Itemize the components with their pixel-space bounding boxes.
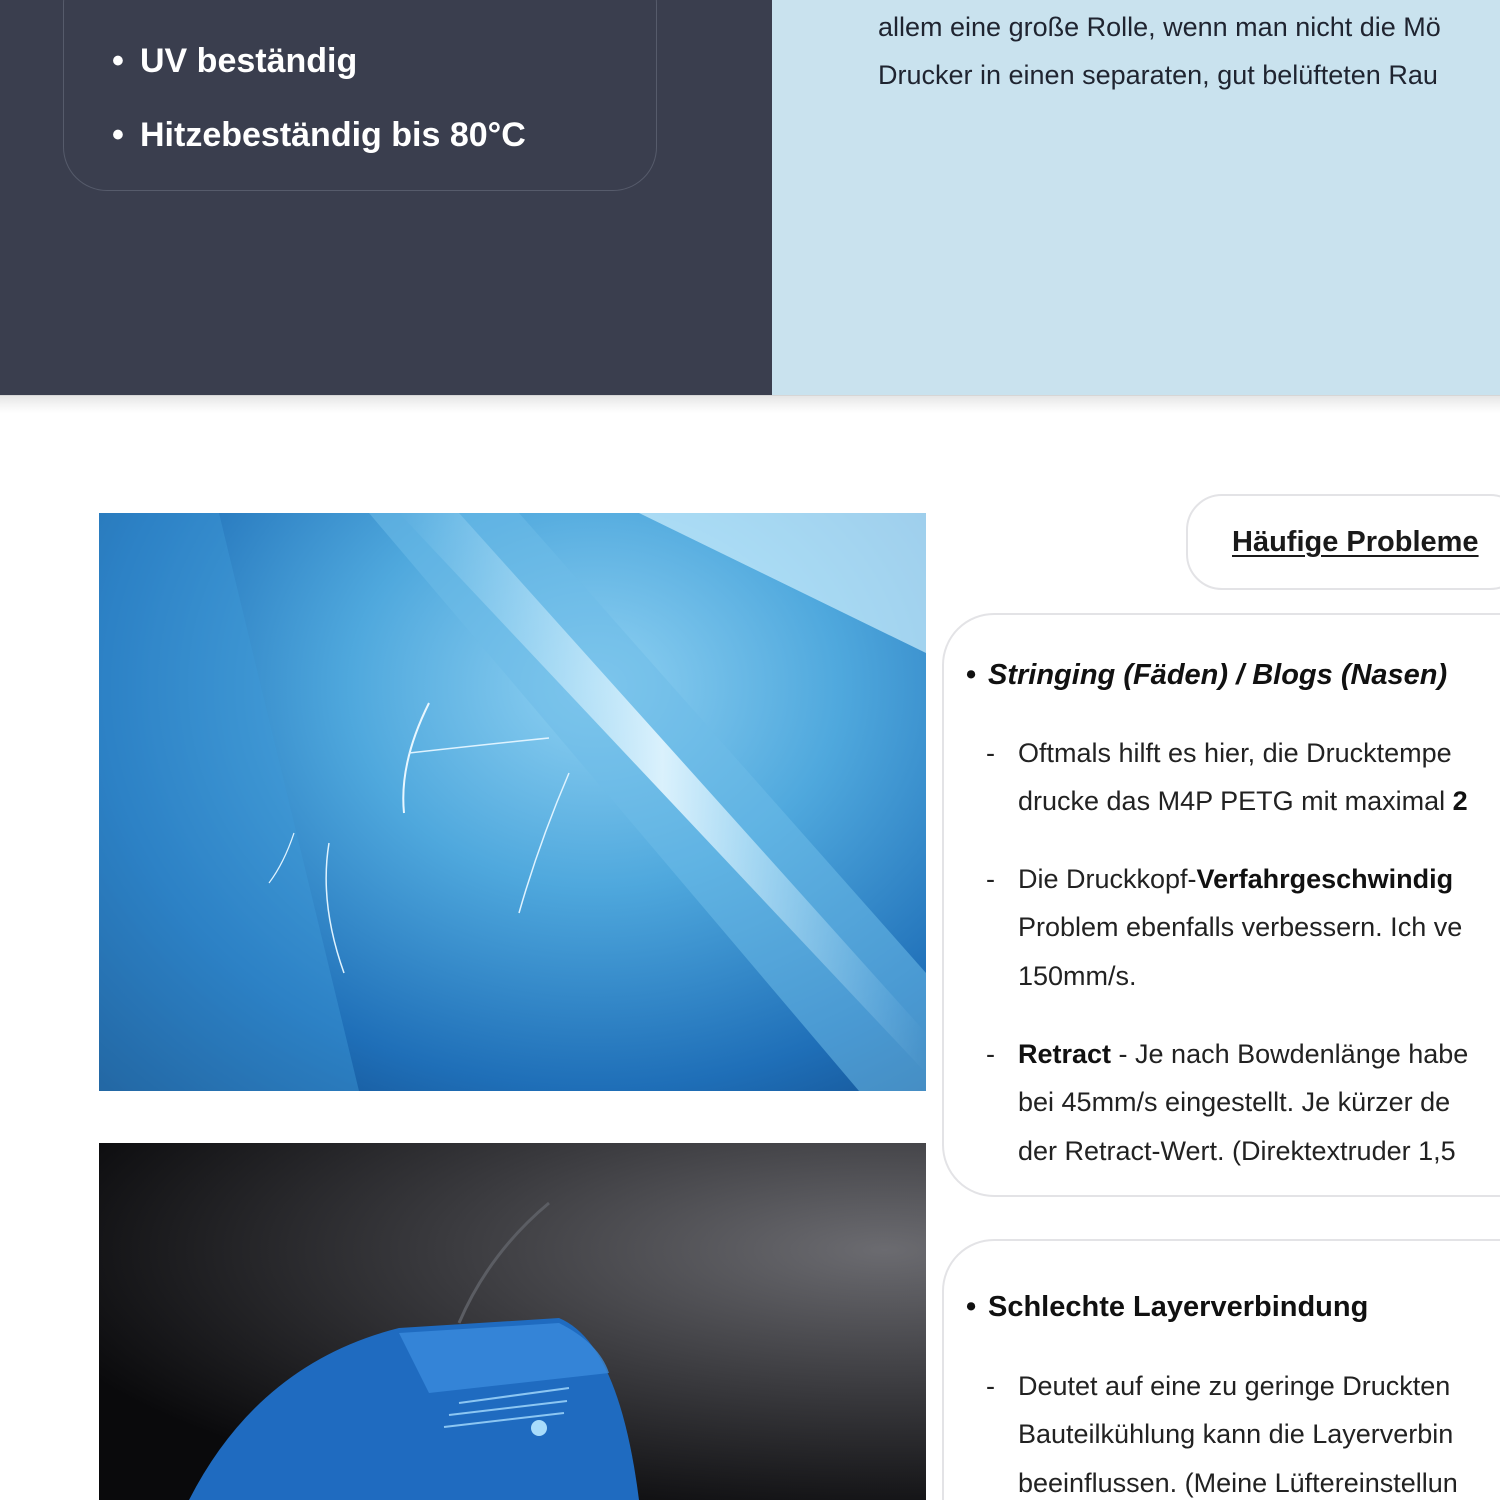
intro-panel [772,0,1500,395]
section-divider [0,395,1500,413]
problem-title-stringing: • Stringing (Fäden) / Blogs (Nasen) [966,659,1447,692]
features-card [63,0,657,191]
stringing-photo [99,513,926,1091]
feature-item-heat: • Hitzebeständig bis 80°C [112,116,526,155]
intro-line: allem eine große Rolle, wenn man nicht die Mö [878,12,1441,42]
item-line: Bauteilkühlung kann die Layerverbin [1018,1419,1454,1449]
item-line: Problem ebenfalls verbessern. Ich ve [1018,912,1463,942]
problem-card-layer: • Schlechte Layerverbindung - Deutet auf eine zu geringe Druckten Bauteilkühlung kann die Layerverbin beeinflussen. (Meine Lüftereinstellun [942,1239,1500,1500]
intro-line: Drucker in einen separaten, gut belüfteten Rau [878,60,1438,90]
item-line: Retract - Je nach Bowdenlänge habe [1018,1039,1469,1069]
item-line: Deutet auf eine zu geringe Druckten [1018,1371,1451,1401]
item-line: drucke das M4P PETG mit maximal 2 [1018,786,1468,816]
feature-item-uv: • UV beständig [112,42,357,81]
problem-card-stringing: • Stringing (Fäden) / Blogs (Nasen) - Oftmals hilft es hier, die Drucktempe drucke das M4P PETG mit maximal 2 - Die Druckkopf-Verfahrgeschwindig Problem ebenfalls verbessern. Ich ve 150mm/s. - Retract - Je nach Bowdenlänge habe bei 45mm/s eingestellt. Je kürzer de der Retract-Wert. (Direktextruder 1,5 [942,613,1500,1197]
section-heading-box [1186,494,1500,590]
item-line: Oftmals hilft es hier, die Drucktempe [1018,738,1452,768]
intro-paragraph [878,3,1500,99]
item-line: beeinflussen. (Meine Lüftereinstellun [1018,1468,1458,1498]
item-line: 150mm/s. [1018,961,1137,991]
section-heading: Häufige Probleme [1232,526,1479,558]
item-line: bei 45mm/s eingestellt. Je kürzer de [1018,1087,1451,1117]
layer-photo [99,1143,926,1500]
problem-title-layer: • Schlechte Layerverbindung [966,1291,1368,1324]
item-line: der Retract-Wert. (Direktextruder 1,5 [1018,1136,1456,1166]
features-panel [0,0,772,395]
item-line: Die Druckkopf-Verfahrgeschwindig [1018,864,1454,894]
